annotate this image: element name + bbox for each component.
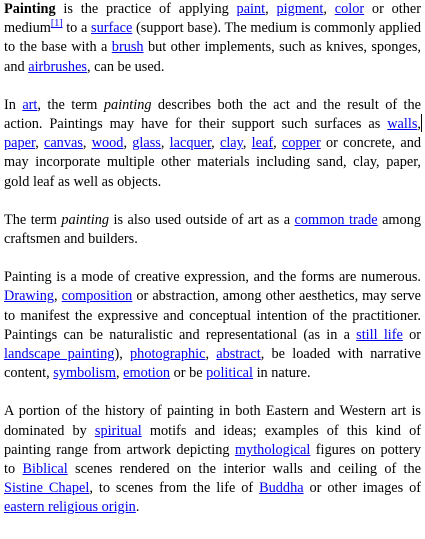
text-run: , xyxy=(160,135,170,152)
text-run: or other images of xyxy=(303,480,421,497)
link-glass[interactable]: glass xyxy=(132,135,161,152)
link-emotion[interactable]: emotion xyxy=(123,365,171,382)
link-sistine-chapel[interactable]: Sistine Chapel xyxy=(4,480,90,497)
link-lacquer[interactable]: lacquer xyxy=(169,135,212,152)
link-airbrushes[interactable]: airbrushes xyxy=(28,58,87,75)
paragraph-5 xyxy=(4,402,421,517)
text-run: but other implements, such as knives, sponges, and xyxy=(4,39,422,75)
bold-term: Painting xyxy=(4,1,56,17)
text-run: is the practice of applying xyxy=(55,1,237,17)
italic-term: painting xyxy=(61,211,110,228)
text-run: or xyxy=(402,326,422,343)
link-paint[interactable]: paint xyxy=(236,1,266,17)
text-run: or abstraction, among other aesthetics, may serve to manifest the expressive and conceptual intention of the practitioner. Paintings can be naturalistic and representational (as in a xyxy=(4,288,421,343)
text-run: Painting is a mode of creative expression, and the forms are numerous. xyxy=(4,269,421,286)
link-spiritual[interactable]: spiritual xyxy=(94,422,142,439)
link-common-trade[interactable]: common trade xyxy=(294,211,378,228)
link-clay[interactable]: clay xyxy=(219,135,243,152)
link-copper[interactable]: copper xyxy=(281,135,321,152)
link-wood[interactable]: wood xyxy=(91,135,124,152)
text-run: The term xyxy=(4,211,62,228)
link-art[interactable]: art xyxy=(22,96,38,113)
link-buddha[interactable]: Buddha xyxy=(259,480,304,497)
link-color[interactable]: color xyxy=(334,1,365,17)
link-composition[interactable]: composition xyxy=(61,288,133,305)
text-run: (support base). The medium is commonly applied to the base with a xyxy=(4,20,421,56)
text-run: In xyxy=(4,96,23,113)
article-body xyxy=(4,0,421,537)
text-run: A portion of the history of painting in both Eastern and Western art is dominated by xyxy=(4,403,421,439)
text-run: to a xyxy=(62,20,92,37)
link-paper[interactable]: paper xyxy=(4,135,36,152)
link-symbolism[interactable]: symbolism xyxy=(53,365,116,382)
link-still-life[interactable]: still life xyxy=(356,326,403,343)
text-run: , xyxy=(417,116,421,133)
text-run: , the term xyxy=(37,96,104,113)
link-biblical[interactable]: Biblical xyxy=(22,461,68,478)
text-run: or concrete, and may incorporate multiple other materials including sand, clay, paper, gold leaf as well as objects. xyxy=(4,135,421,190)
text-run: , xyxy=(54,288,62,305)
text-run: or be xyxy=(170,365,207,382)
link-photographic[interactable]: photographic xyxy=(130,346,206,363)
link-surface[interactable]: surface xyxy=(91,20,133,37)
text-run: is also used outside of art as a xyxy=(109,211,295,228)
link-drawing[interactable]: Drawing xyxy=(4,288,55,305)
text-run: , xyxy=(273,135,282,152)
paragraph-1 xyxy=(4,0,421,77)
link-leaf[interactable]: leaf xyxy=(251,135,274,152)
text-run: in nature. xyxy=(253,365,311,382)
link-canvas[interactable]: canvas xyxy=(43,135,83,152)
link-pigment[interactable]: pigment xyxy=(276,1,324,17)
paragraph-2 xyxy=(4,96,421,192)
link-abstract[interactable]: abstract xyxy=(216,346,261,363)
text-run: , to scenes from the life of xyxy=(89,480,260,497)
text-run: , xyxy=(116,365,124,382)
text-run: . xyxy=(135,499,140,516)
text-run: ), xyxy=(114,346,131,363)
text-run: , xyxy=(35,135,44,152)
footnote-ref[interactable]: [1] xyxy=(50,18,63,30)
text-run: , can be used. xyxy=(86,58,165,75)
link-walls[interactable]: walls xyxy=(387,116,418,133)
text-run: or other medium xyxy=(4,1,421,37)
link-eastern-religious-origin[interactable]: eastern religious origin xyxy=(4,499,136,516)
text-run: , xyxy=(82,135,92,152)
text-run: , xyxy=(242,135,252,152)
text-run: among craftsmen and builders. xyxy=(4,211,421,248)
text-cursor xyxy=(421,114,422,132)
paragraph-3 xyxy=(4,211,421,249)
text-run: , xyxy=(211,135,220,152)
text-run: motifs and ideas; examples of this kind of painting range from artwork depicting xyxy=(4,422,422,458)
link-mythological[interactable]: mythological xyxy=(234,441,311,458)
text-run: , xyxy=(323,1,335,17)
text-run: describes both the act and the result of the action. Paintings may have for their support such surfaces as xyxy=(4,96,422,133)
paragraph-4 xyxy=(4,268,421,383)
text-run: , xyxy=(205,346,217,363)
text-run: , xyxy=(265,1,277,17)
link-brush[interactable]: brush xyxy=(111,39,144,56)
link-political[interactable]: political xyxy=(206,365,254,382)
link-landscape-painting[interactable]: landscape painting xyxy=(4,346,115,363)
text-run: figures on pottery to xyxy=(4,441,422,478)
text-run: scenes rendered on the interior walls and ceiling of the xyxy=(67,461,421,478)
text-run: , be loaded with narrative content, xyxy=(4,346,421,382)
text-run: , xyxy=(123,135,133,152)
italic-term: painting xyxy=(103,96,152,113)
